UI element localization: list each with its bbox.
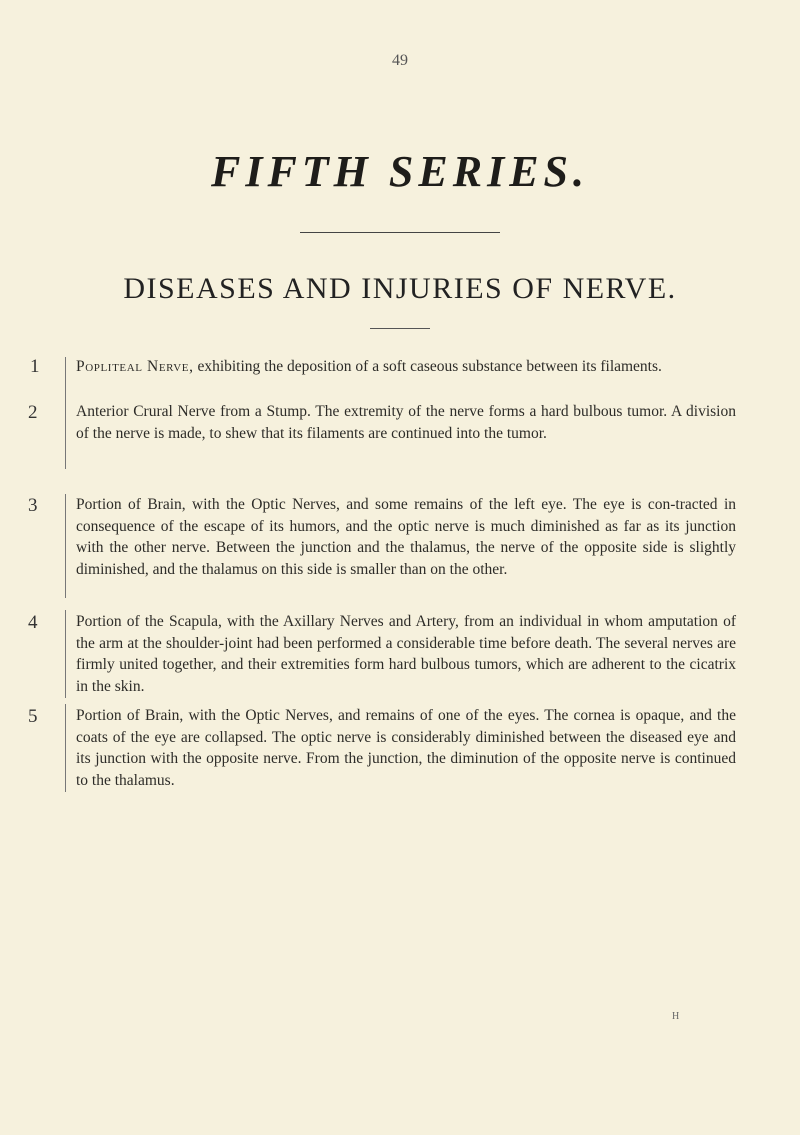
- title-divider: [300, 232, 500, 233]
- entry-text: Portion of the Scapula, with the Axillary Nerves and Artery, from an individual in whom amputation of the arm at the shoulder-joint had been performed a considerable time before death. The several nerves are firmly united together, and their extremities form hard bulbous tumors, which are adherent to the cicatrix in the skin.: [76, 613, 736, 695]
- catalogue-entry: [76, 356, 736, 378]
- entry-number: 4: [28, 612, 38, 633]
- entry-lead: Popliteal Nerve,: [76, 358, 194, 375]
- margin-rule: [65, 704, 66, 792]
- margin-rule: [65, 401, 66, 469]
- page-number: 49: [392, 52, 408, 69]
- catalogue-entry: [76, 494, 736, 580]
- entry-number: 2: [28, 402, 38, 423]
- entry-text: Portion of Brain, with the Optic Nerves, and some remains of the left eye. The eye is con-tracted in consequence of the escape of its humors, and the optic nerve is much diminished as far as its junction with the other nerve. Between the junction and the thalamus, the nerve of the opposite side is slightly diminished, and the thalamus on this side is smaller than on the other.: [76, 496, 736, 578]
- catalogue-entry: [76, 611, 736, 697]
- entry-text: Anterior Crural Nerve from a Stump. The extremity of the nerve forms a hard bulbous tumor. A division of the nerve is made, to shew that its filaments are continued into the tumor.: [76, 403, 736, 442]
- margin-rule: [65, 610, 66, 698]
- entry-text: exhibiting the deposition of a soft caseous substance between its filaments.: [193, 358, 662, 375]
- entry-number: 5: [28, 706, 38, 727]
- catalogue-entry: [76, 401, 736, 444]
- entry-number: 1: [30, 356, 40, 377]
- catalogue-entry: [76, 705, 736, 791]
- section-divider: [370, 328, 430, 329]
- signature-mark: H: [672, 1011, 680, 1022]
- entry-number: 3: [28, 495, 38, 516]
- section-title: DISEASES AND INJURIES OF NERVE.: [123, 272, 677, 305]
- series-title: FIFTH SERIES.: [210, 147, 590, 196]
- margin-rule: [65, 494, 66, 598]
- entry-text: Portion of Brain, with the Optic Nerves, and remains of one of the eyes. The cornea is opaque, and the coats of the eye are collapsed. The optic nerve is considerably diminished between the diseased eye and its junction with the opposite nerve. From the junction, the diminution of the opposite nerve is continued to the thalamus.: [76, 707, 736, 789]
